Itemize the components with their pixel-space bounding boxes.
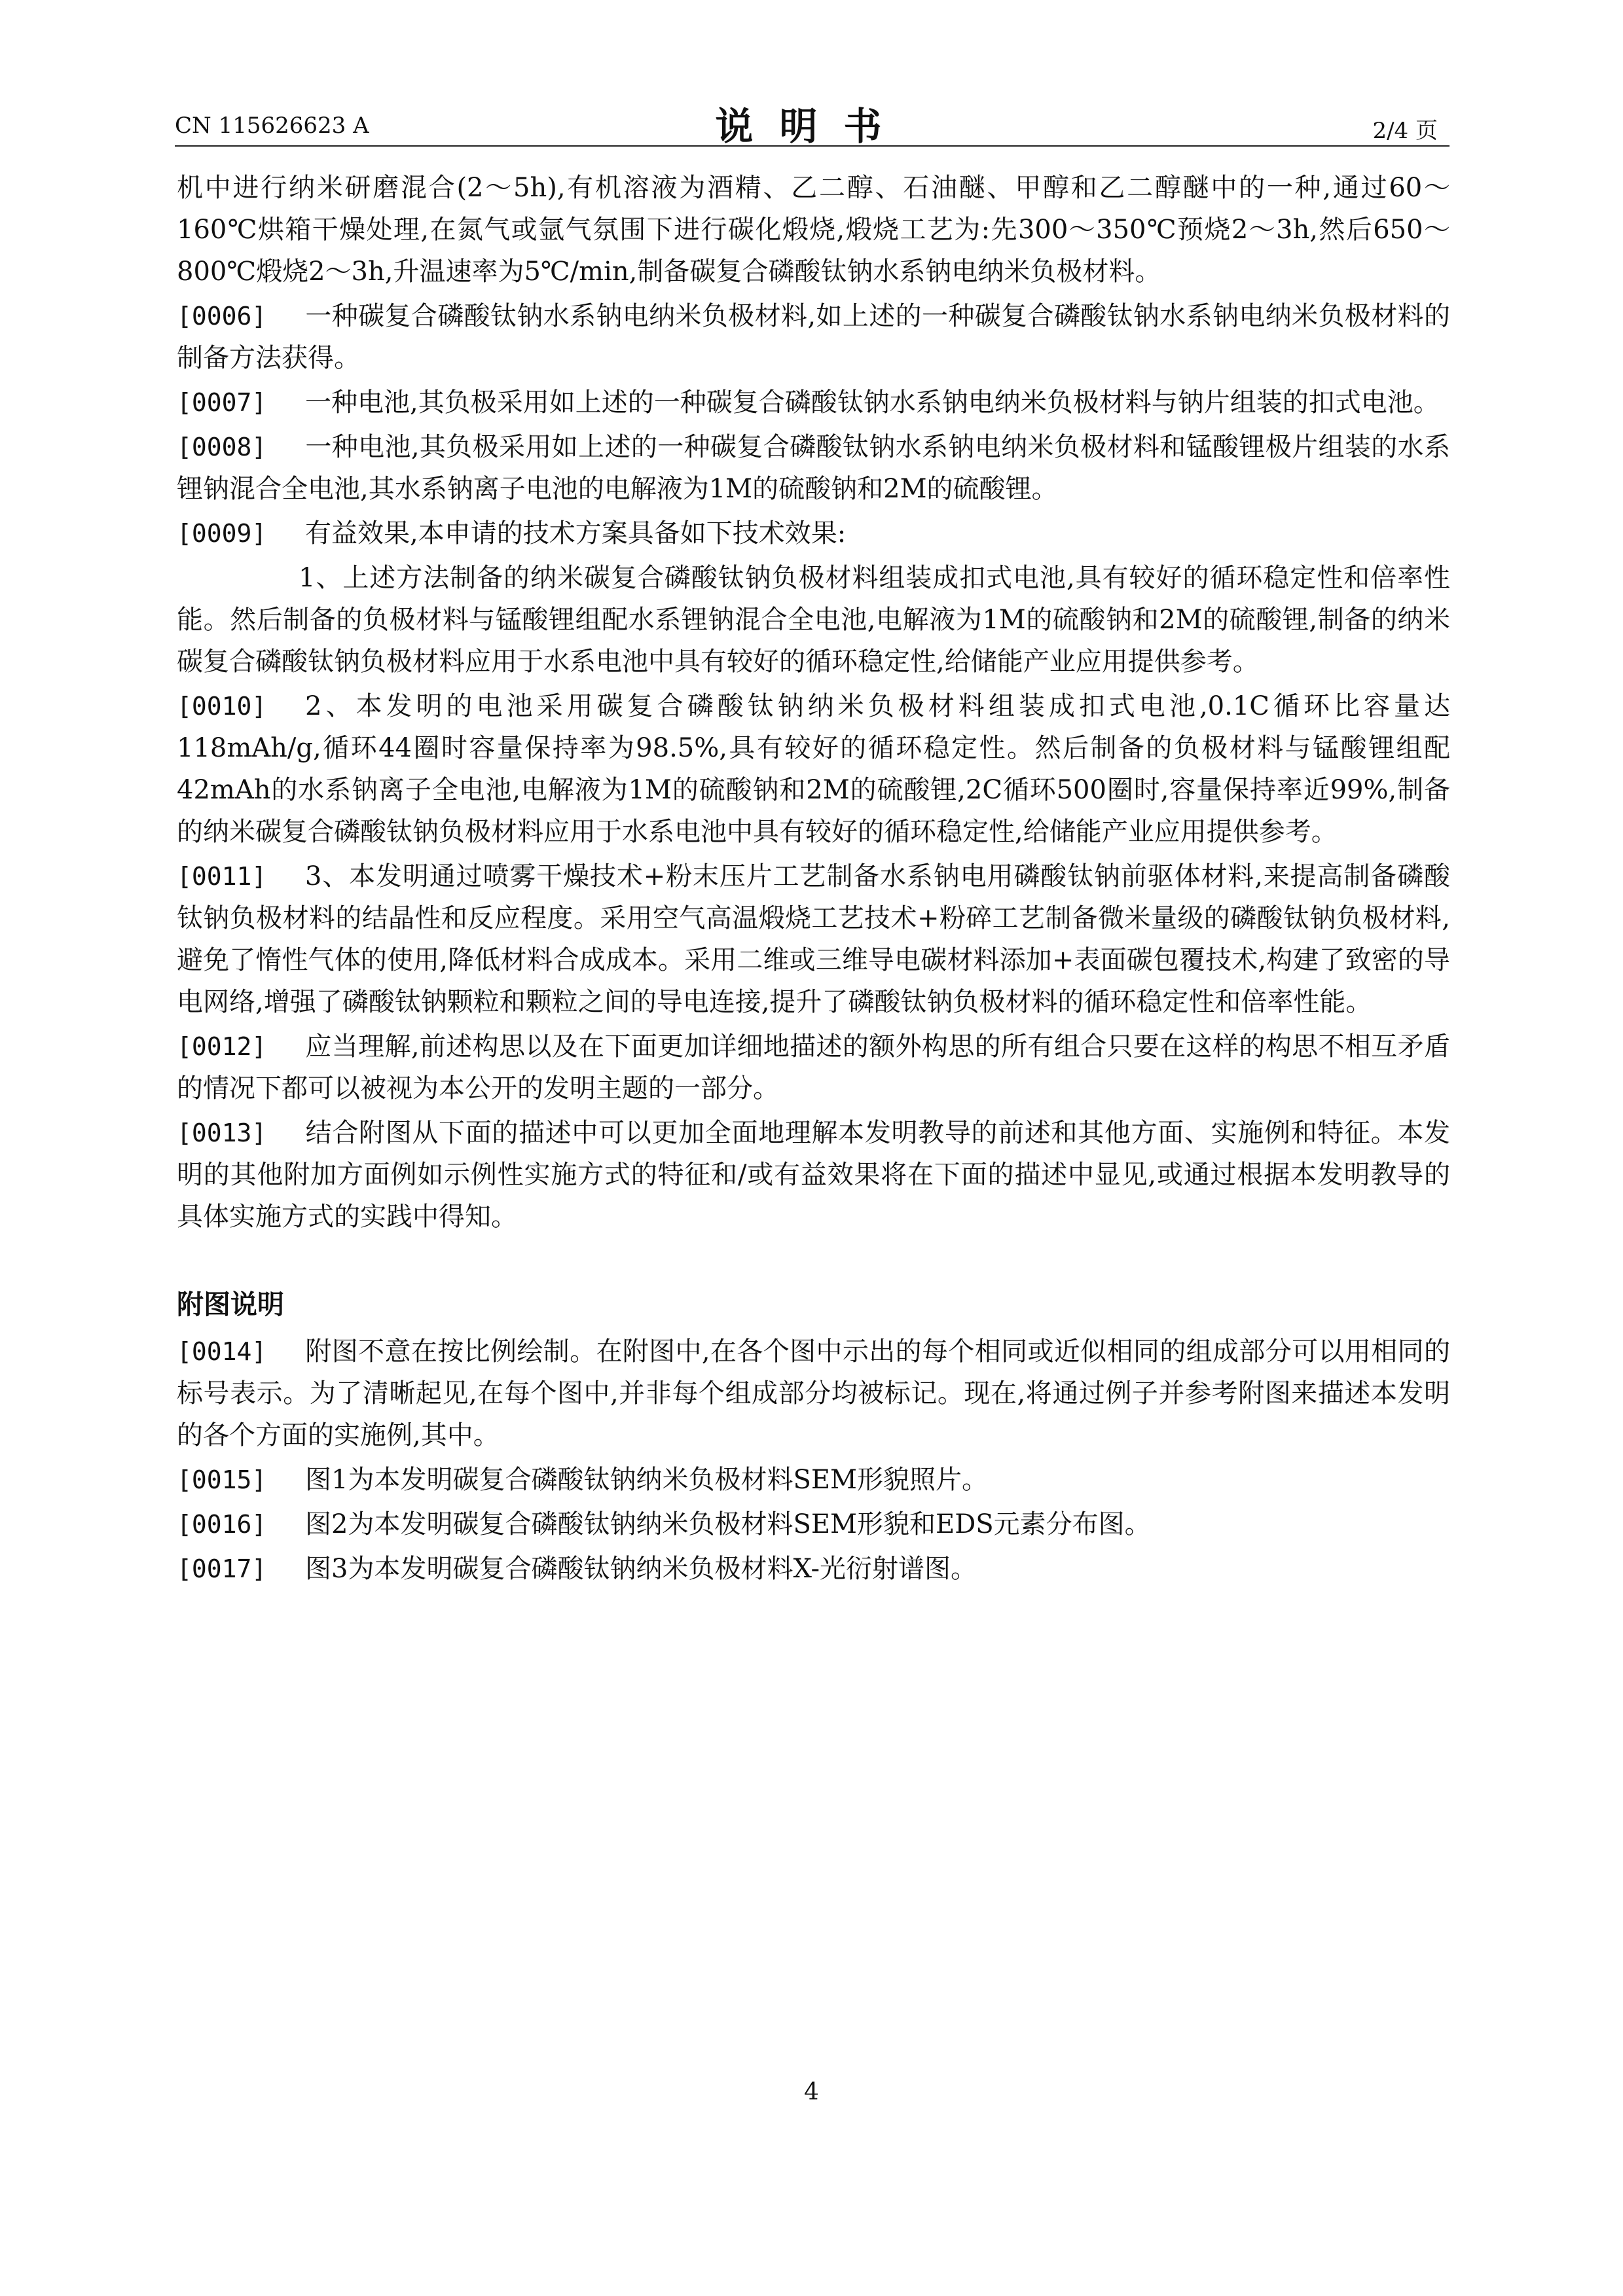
paragraph-continuation bbox=[177, 167, 1450, 293]
paragraph-0017 bbox=[177, 1548, 1450, 1590]
paragraph-text: 1、上述方法制备的纳米碳复合磷酸钛钠负极材料组装成扣式电池,具有较好的循环稳定性和倍率性能。然后制备的负极材料与锰酸锂组配水系锂钠混合全电池,电解液为1M的硫酸钠和2M的硫酸锂,制备的纳米碳复合磷酸钛钠负极材料应用于水系电池中具有较好的循环稳定性,给储能产业应用提供参考。 bbox=[177, 563, 1450, 677]
page-number: 4 bbox=[804, 2079, 819, 2106]
paragraph-0007 bbox=[177, 382, 1450, 423]
paragraph-text: 一种电池,其负极采用如上述的一种碳复合磷酸钛钠水系钠电纳米负极材料与钠片组装的扣式电池。 bbox=[305, 387, 1440, 418]
doc-title: 说明书 bbox=[715, 104, 908, 149]
paragraph-number: [0010] bbox=[177, 692, 267, 721]
paragraph-0011 bbox=[177, 855, 1450, 1023]
paragraph-text: 附图不意在按比例绘制。在附图中,在各个图中示出的每个相同或近似相同的组成部分可以用相同的标号表示。为了清晰起见,在每个图中,并非每个组成部分均被标记。现在,将通过例子并参考附图来描述本发明的各个方面的实施例,其中。 bbox=[177, 1336, 1450, 1450]
paragraph-text: 有益效果,本申请的技术方案具备如下技术效果: bbox=[305, 518, 847, 548]
section-heading: 附图说明 bbox=[177, 1289, 284, 1320]
paragraph-number: [0007] bbox=[177, 388, 267, 417]
paragraph-0014 bbox=[177, 1331, 1450, 1456]
paragraph-number: [0008] bbox=[177, 433, 267, 461]
paragraph-number: [0006] bbox=[177, 302, 267, 331]
document-body bbox=[177, 167, 1450, 1592]
paragraph-0013 bbox=[177, 1112, 1450, 1238]
paragraph-0012 bbox=[177, 1026, 1450, 1109]
paragraph-text: 一种电池,其负极采用如上述的一种碳复合磷酸钛钠水系钠电纳米负极材料和锰酸锂极片组装的水系锂钠混合全电池,其水系钠离子电池的电解液为1M的硫酸钠和2M的硫酸锂。 bbox=[177, 432, 1450, 504]
paragraph-text: 机中进行纳米研磨混合(2～5h),有机溶液为酒精、乙二醇、石油醚、甲醇和乙二醇醚中的一种,通过60～160℃烘箱干燥处理,在氮气或氩气氛围下进行碳化煅烧,煅烧工艺为:先300～350℃预烧2～3h,然后650～800℃煅烧2～3h,升温速率为5℃/min,制备碳复合磷酸钛钠水系钠电纳米负极材料。 bbox=[177, 173, 1450, 287]
paragraph-effect-1 bbox=[177, 557, 1450, 683]
paragraph-number: [0013] bbox=[177, 1119, 267, 1147]
paragraph-number: [0017] bbox=[177, 1554, 267, 1583]
paragraph-0016 bbox=[177, 1503, 1450, 1545]
paragraph-0015 bbox=[177, 1459, 1450, 1501]
paragraph-text: 图2为本发明碳复合磷酸钛钠纳米负极材料SEM形貌和EDS元素分布图。 bbox=[305, 1509, 1151, 1539]
paragraph-text: 结合附图从下面的描述中可以更加全面地理解本发明教导的前述和其他方面、实施例和特征。本发明的其他附加方面例如示例性实施方式的特征和/或有益效果将在下面的描述中显见,或通过根据本发明教导的具体实施方式的实践中得知。 bbox=[177, 1118, 1450, 1232]
paragraph-number: [0012] bbox=[177, 1032, 267, 1061]
paragraph-number: [0014] bbox=[177, 1337, 267, 1366]
paragraph-number: [0015] bbox=[177, 1465, 267, 1494]
paragraph-0008 bbox=[177, 426, 1450, 510]
doc-number: CN 115626623 A bbox=[175, 113, 369, 139]
paragraph-text: 3、本发明通过喷雾干燥技术+粉末压片工艺制备水系钠电用磷酸钛钠前驱体材料,来提高制备磷酸钛钠负极材料的结晶性和反应程度。采用空气高温煅烧工艺技术+粉碎工艺制备微米量级的磷酸钛钠负极材料,避免了惰性气体的使用,降低材料合成成本。采用二维或三维导电碳材料添加+表面碳包覆技术,构建了致密的导电网络,增强了磷酸钛钠颗粒和颗粒之间的导电连接,提升了磷酸钛钠负极材料的循环稳定性和倍率性能。 bbox=[177, 861, 1450, 1017]
paragraph-text: 图3为本发明碳复合磷酸钛钠纳米负极材料X-光衍射谱图。 bbox=[305, 1554, 977, 1584]
paragraph-number: [0016] bbox=[177, 1510, 267, 1539]
header-rule bbox=[175, 145, 1450, 147]
paragraph-0009 bbox=[177, 512, 1450, 554]
paragraph-number: [0011] bbox=[177, 862, 267, 891]
page-info: 2/4 页 bbox=[1372, 118, 1438, 144]
paragraph-text: 一种碳复合磷酸钛钠水系钠电纳米负极材料,如上述的一种碳复合磷酸钛钠水系钠电纳米负极材料的制备方法获得。 bbox=[177, 301, 1450, 373]
paragraph-0006 bbox=[177, 295, 1450, 379]
paragraph-text: 图1为本发明碳复合磷酸钛钠纳米负极材料SEM形貌照片。 bbox=[305, 1465, 989, 1495]
paragraph-number: [0009] bbox=[177, 519, 267, 548]
paragraph-0010 bbox=[177, 685, 1450, 853]
paragraph-text: 2、本发明的电池采用碳复合磷酸钛钠纳米负极材料组装成扣式电池,0.1C循环比容量达118mAh/g,循环44圈时容量保持率为98.5%,具有较好的循环稳定性。然后制备的负极材料与锰酸锂组配42mAh的水系钠离子全电池,电解液为1M的硫酸钠和2M的硫酸锂,2C循环500圈时,容量保持率近99%,制备的纳米碳复合磷酸钛钠负极材料应用于水系电池中具有较好的循环稳定性,给储能产业应用提供参考。 bbox=[177, 691, 1450, 847]
paragraph-text: 应当理解,前述构思以及在下面更加详细地描述的额外构思的所有组合只要在这样的构思不相互矛盾的情况下都可以被视为本公开的发明主题的一部分。 bbox=[177, 1031, 1450, 1103]
